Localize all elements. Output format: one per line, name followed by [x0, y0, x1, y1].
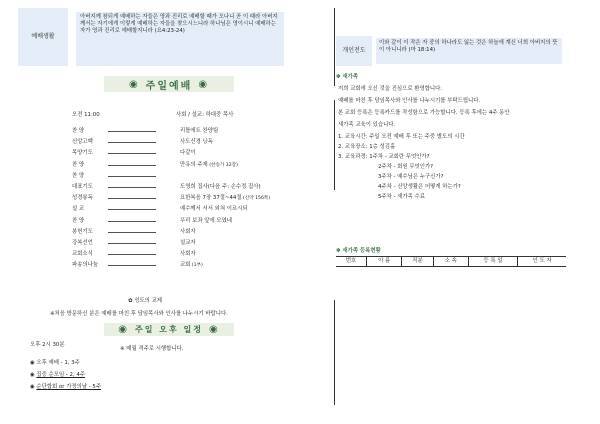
- flower-icon: ◉: [208, 324, 220, 335]
- schedule-text: 집중 순모임 - 2, 4주: [36, 372, 86, 378]
- personal-guide-section: [336, 36, 566, 66]
- education-week: 5주차 - 새가족 수료: [378, 194, 425, 200]
- order-item: 찬 양: [72, 217, 85, 224]
- order-value: 우리 보좌 앞에 모였네: [180, 217, 233, 224]
- order-leader-line: [108, 153, 156, 154]
- fellowship-label: 성도의 교제: [134, 298, 162, 304]
- order-leader-line: [108, 254, 156, 255]
- newcomer-line: 새가족 교육이 있습니다.: [338, 122, 396, 128]
- afternoon-note: ※ 매월 격주로 시행합니다.: [120, 346, 184, 352]
- education-line: 2. 교육장소: 1층 성김홀: [338, 144, 396, 150]
- order-value: 설교자: [180, 240, 196, 246]
- column-divider: [334, 8, 335, 86]
- order-sub: (1부): [190, 263, 203, 269]
- bullet-icon: ◉: [30, 372, 37, 378]
- worship-life-section: [18, 8, 276, 66]
- order-leader-line: [108, 165, 156, 166]
- newcomer-line: 본 교회 등록은 등록카드를 작성함으로 가능합니다. 등록 후에는 4주 동안: [338, 110, 510, 116]
- table-header-cell: 번호: [336, 257, 367, 266]
- worship-title: 주일예배: [145, 80, 193, 92]
- order-value: 예수께서 서서 외쳐 이르시되: [180, 206, 248, 213]
- order-value: 교회 (1부): [180, 262, 203, 269]
- order-item: 신앙고백: [72, 139, 93, 146]
- schedule-text: 오후 예배 - 1, 3주: [36, 360, 80, 366]
- worship-title-box: [104, 76, 234, 92]
- order-leader-line: [108, 265, 156, 266]
- education-week: 2주차 - 회원 무엇인가?: [378, 164, 434, 170]
- order-item: 대표기도: [72, 184, 93, 190]
- order-value: 만유의 주재 (찬송가 32장): [180, 161, 238, 168]
- order-item: 파송의나눔: [72, 262, 99, 269]
- table-header-cell: 직분: [402, 257, 434, 266]
- flower-icon: ◉: [128, 78, 140, 90]
- order-value: 사회자: [180, 251, 196, 258]
- personal-guide-label: 개인전도: [336, 36, 372, 66]
- education-line: 1. 교육시간: 주일 오전 예배 후 또는 주중 별도의 시간: [338, 134, 465, 140]
- worship-life-text: 아버지께 참되게 예배하는 자들은 영과 진리로 예배할 때가 오나니 곧 이 때라 아버지께서는 자기에게 이렇게 예배하는 자들을 찾으시느니라 하나님은 영이시니 예배하는 자가 영과 진리로 예배할지니라 (요4:23-24): [76, 12, 284, 66]
- column-divider: [334, 100, 335, 190]
- order-value: 요한복음 7장 37절~44절 (신약 156쪽): [180, 195, 271, 202]
- newcomer-line: 저희 교회에 오신 것을 진심으로 환영합니다.: [338, 86, 443, 92]
- order-item: 설 교: [72, 206, 85, 213]
- visitor-note: ※처음 방문하신 분은 예배를 마친 후 담임목사와 인사를 나누시기 바랍니다.: [50, 311, 228, 317]
- worship-life-label: 예배생활: [18, 8, 68, 66]
- column-divider: [334, 300, 335, 405]
- order-item: 강복선언: [72, 240, 93, 246]
- order-sub: (찬송가 32장): [207, 162, 238, 168]
- schedule-item: [30, 360, 80, 367]
- flower-icon: ◉: [198, 78, 210, 90]
- newcomer-heading: [336, 74, 358, 81]
- personal-guide-text: 이와 같이 이 작은 자 중의 하나라도 잃는 것은 하늘에 계신 너희 아버지의 뜻이 아니니라 (마 18:14): [376, 38, 562, 64]
- table-header-cell: 인 도 자: [518, 257, 566, 266]
- order-leader-line: [108, 243, 156, 244]
- order-leader-line: [108, 232, 156, 233]
- preacher-info: 사회 / 설교: 하대중 목사: [176, 112, 234, 118]
- register-table: [336, 256, 566, 266]
- schedule-item: [30, 372, 85, 379]
- order-item: 성경봉독: [72, 195, 93, 202]
- order-leader-line: [108, 209, 156, 210]
- table-header-cell: 등 록 일: [468, 257, 517, 266]
- bullet-icon: ◉: [30, 384, 37, 390]
- flower-icon: ✽: [336, 248, 343, 254]
- afternoon-title: 주일 오후 일정: [135, 325, 203, 334]
- schedule-item: [30, 384, 101, 391]
- order-item: 찬 양: [72, 172, 85, 179]
- order-item: 봉헌기도: [72, 228, 93, 235]
- flower-icon: ◉: [118, 324, 130, 335]
- order-leader-line: [108, 176, 156, 177]
- register-heading: [336, 248, 381, 255]
- order-leader-line: [108, 142, 156, 143]
- order-leader-line: [108, 187, 156, 188]
- order-leader-line: [108, 131, 156, 132]
- order-item: 교회소식: [72, 251, 93, 258]
- register-table-body: [336, 266, 566, 401]
- newcomer-line: 예배를 마친 후 담임목사와 인사를 나누시기를 부탁드립니다.: [338, 98, 481, 104]
- afternoon-time: 오후 2시 30분: [30, 342, 65, 348]
- order-value: 다같이: [180, 150, 196, 157]
- order-item: 찬 양: [72, 128, 85, 134]
- flower-icon: ✽: [336, 74, 343, 80]
- table-header-cell: 이 름: [367, 257, 402, 266]
- bullet-icon: ◉: [30, 360, 37, 366]
- order-value: 도영희 집사(다음 주: 손수정 집사): [180, 184, 261, 190]
- afternoon-title-box: [104, 323, 234, 336]
- order-sub: (신약 156쪽): [241, 196, 271, 202]
- order-leader-line: [108, 221, 156, 222]
- education-week: 3주차 - 예수님은 누구신가?: [378, 174, 444, 180]
- fellowship-heading: [128, 298, 162, 305]
- education-line: 3. 교육과정: 1주차 - 교회란 무엇인가?: [338, 154, 430, 160]
- flower-icon: ✿: [128, 298, 135, 304]
- table-header-cell: 소 속: [433, 257, 468, 266]
- order-value: 리틀에트 찬양팀: [180, 128, 219, 134]
- order-item: 목양기도: [72, 150, 93, 157]
- order-value: 사회자: [180, 228, 196, 235]
- order-value: 사도신경 낭독: [180, 139, 213, 146]
- order-leader-line: [108, 198, 156, 199]
- education-week: 4주차 - 신앙생활은 어떻게 하는가?: [378, 184, 461, 190]
- register-title: 새가족 등록현황: [342, 248, 381, 254]
- table-header-row: [336, 257, 566, 266]
- newcomer-title: 새가족: [342, 74, 359, 80]
- schedule-text: 순단합회 or 가정의날 - 5주: [36, 384, 102, 390]
- order-item: 찬 양: [72, 161, 85, 168]
- worship-time: 오전 11:00: [72, 112, 100, 118]
